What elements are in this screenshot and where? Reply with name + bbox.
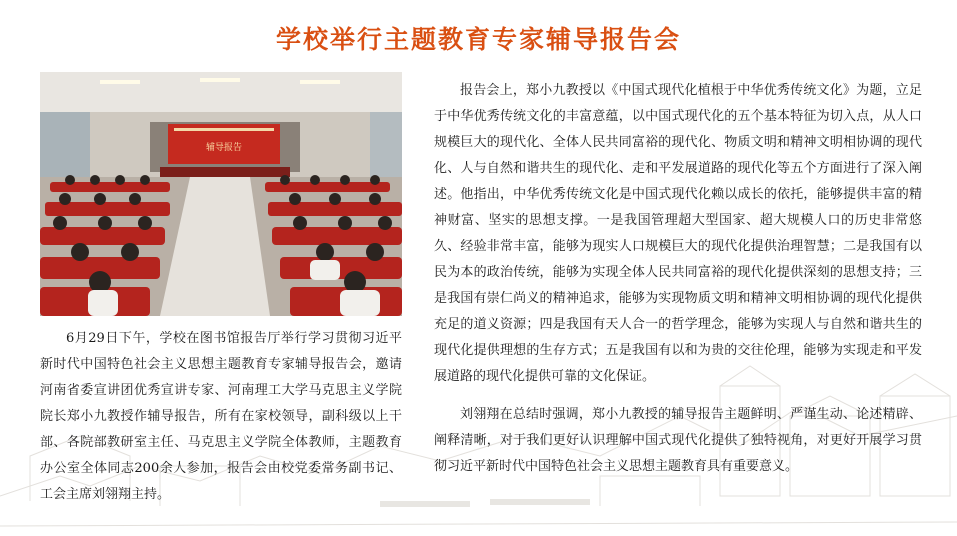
page-title: 学校举行主题教育专家辅导报告会 [275,25,681,54]
report-content-paragraph: 报告会上，郑小九教授以《中国式现代化植根于中华优秀传统文化》为题，立足于中华优秀传统文化的丰富意蕴，以中国式现代化的五个基本特征为切入点，从人口规模巨大的现代化、全体人民共同富裕的现代化、物质文明和精神文明相协调的现代化、人与自然和谐共生的现代化、走和平发展道路的现代化等五个方面进行了深入阐述。他指出，中华优秀传统文化是中国式现代化赖以成长的依托，能够提供丰富的精神财富、坚实的思想支撑。一是我国管理超大型国家、超大规模人口的历史非常悠久、经验非常丰富，能够为现实人口规模巨大的现代化提供治理智慧；二是我国有以民为本的政治传统，能够为实现全体人民共同富裕的现代化提供深刻的思想支持；三是我国有崇仁尚义的精神追求，能够为实现物质文明和精神文明相协调的现代化提供充足的道义资源；四是我国有天人合一的哲学理念，能够为实现人与自然和谐共生的现代化提供理想的生存方式；五是我国有以和为贵的交往伦理，能够为实现走和平发展道路的现代化提供可靠的文化保证。 [434,83,922,384]
banner-text: 辅导报告 [205,143,243,153]
intro-paragraph: 6月29日下午，学校在图书馆报告厅举行学习贯彻习近平新时代中国特色社会主义思想主题教育专家辅导报告会，邀请河南省委宣讲团优秀宣讲专家、河南理工大学马克思主义学院院长郑小九教授作辅导报告，所有在家校领导，副科级以上干部、各院部教研室主任、马克思主义学院全体教师，主题教育办公室全体同志200余人参加，报告会由校党委常务副书记、工会主席刘翎翔主持。 [40,331,402,502]
summary-paragraph: 刘翎翔在总结时强调，郑小九教授的辅导报告主题鲜明、严谨生动、论述精辟、阐释清晰，对于我们更好认识理解中国式现代化提供了独特视角，对更好开展学习贯彻习近平新时代中国特色社会主义思想主题教育具有重要意义。 [434,407,922,474]
meeting-hall-photo [40,72,402,316]
